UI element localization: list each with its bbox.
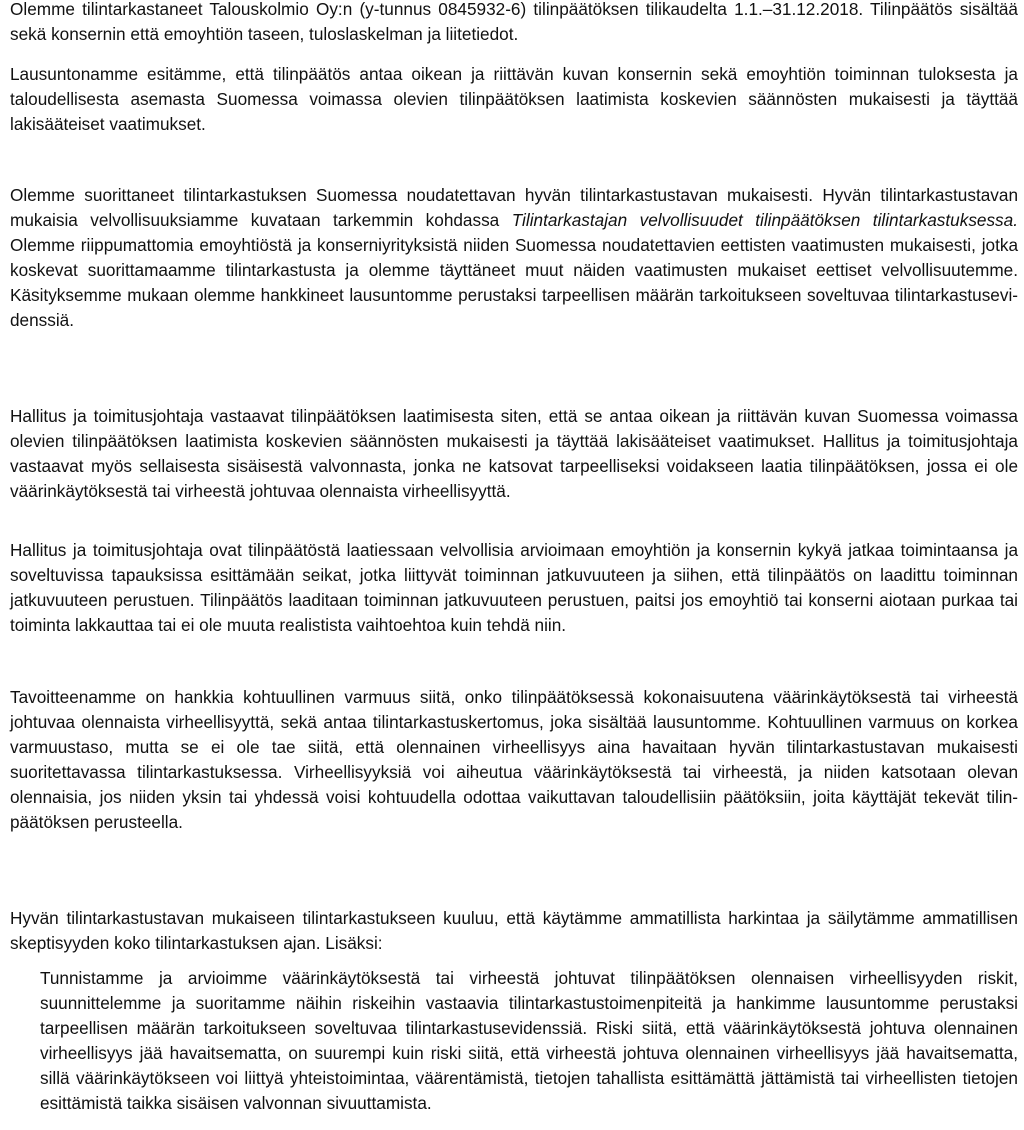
- paragraph-risk-identification: Tunnistamme ja arvioimme väärinkäytöksestä tai virheestä johtuvat tilinpäätöksen olennaisen virheellisyyden riskit, suunnittelemme ja suoritamme näihin riskeihin vastaavia tilintarkastustoimenpiteitä ja hankimme lausuntomme perustaksi tarpeellisen määrän tarkoitukseen soveltuvaa tilintarkastusevidenssiä. Riski siitä, että väärinkäytöksestä johtuva olennainen virheellisyys jää havaitsematta, on suurempi kuin riski siitä, että virheestä johtuva olennainen virheellisyys jää havaitsematta, sillä väärinkäytökseen voi liittyä yhteistoimintaa, väärentämistä, tietojen tahallista esittämättä jättämistä tai virheellisten tietojen esittämistä taikka sisäisen valvonnan sivuuttamista.: [40, 968, 1018, 1113]
- paragraph-basis-for-opinion: [10, 183, 1018, 333]
- paragraph-management-responsibility: Hallitus ja toimitusjohtaja vastaavat tilinpäätöksen laatimisesta siten, että se antaa oikean ja riittävän kuvan Suomessa voimassa olevien tilinpäätöksen laatimista koskevien säännösten mukaisesti ja täyttää lakisääteiset vaatimukset. Hallitus ja toimitusjohtaja vastaavat myös sellaisesta sisäisestä valvonnasta, jonka ne katsovat tarpeelliseksi voidakseen laatia tilinpäätöksen, jossa ei ole väärinkäytöksestä tai virheestä johtuvaa olennaista virheellisyyttä.: [10, 406, 1018, 501]
- paragraph-going-concern: Hallitus ja toimitusjohtaja ovat tilinpäätöstä laatiessaan velvollisia arvioimaan emoyhtiön ja konsernin kykyä jatkaa toimintaansa ja soveltuvissa tapauksissa esittämään seikat, jotka liittyvät toiminnan jatkuvuuteen ja siihen, että tilinpäätös on laadittu toiminnan jatkuvuuteen perustuen. Tilinpäätös laaditaan toiminnan jatkuvuuteen perustuen, paitsi jos emoyhtiö tai konserni aiotaan purkaa tai toiminta lakkauttaa tai ei ole muuta realistista vaihtoehtoa kuin tehdä niin.: [10, 540, 1018, 635]
- basis-text-end: Olemme riippumattomia emoyhtiöstä ja konserniyrityksistä niiden Suomessa noudatettavien eettisten vaatimusten mukaisesti, jotka koskevat suorittamaamme tilintarkastusta ja olemme täyttäneet muut näiden vaatimusten mukaiset eettiset velvollisuutemme. Käsityksemme mukaan olemme hankkineet lausuntomme perustaksi tarpeellisen määrän tarkoitukseen soveltuvaa tilintarkastusevidenssiä.: [10, 235, 1018, 330]
- basis-text-start: Olemme suorittaneet tilintarkastuksen Suomessa noudatettavan hyvän tilintarkastustavan mukaisesti. Hyvän tilintarkastustavan mukaisia velvollisuuksiamme kuvataan tarkemmin kohdassa: [10, 185, 1018, 230]
- paragraph-audit-scope: Olemme tilintarkastaneet Talouskolmio Oy:n (y-tunnus 0845932-6) tilinpäätöksen tilikaudelta 1.1.–31.12.2018. Tilinpäätös sisältää sekä konsernin että emoyhtiön taseen, tuloslaskelman ja liitetiedot.: [10, 0, 1018, 44]
- paragraph-professional-judgement: Hyvän tilintarkastustavan mukaiseen tilintarkastukseen kuuluu, että käytämme ammatillista harkintaa ja säilytämme ammatillisen skeptisyyden koko tilintarkastuksen ajan. Lisäksi:: [10, 908, 1018, 953]
- paragraph-auditor-objectives: Tavoitteenamme on hankkia kohtuullinen varmuus siitä, onko tilinpäätöksessä kokonaisuutena väärinkäytöksestä tai virheestä johtuvaa olennaista virheellisyyttä, sekä antaa tilintarkastuskertomus, joka sisältää lausuntomme. Kohtuullinen varmuus on korkea varmuustaso, mutta se ei ole tae siitä, että olennainen virheellisyys aina havaitaan hyvän tilintarkastustavan mukaisesti suoritettavassa tilintarkastuksessa. Virheellisyyksiä voi aiheutua väärinkäytöksestä tai virheestä, ja niiden katsotaan olevan olennaisia, jos niiden yksin tai yhdessä voisi kohtuudella odottaa vaikuttavan taloudellisiin päätöksiin, joita käyttäjät tekevät tilinpäätöksen perusteella.: [10, 687, 1018, 832]
- paragraph-opinion: Lausuntonamme esitämme, että tilinpäätös antaa oikean ja riittävän kuvan konsernin sekä emoyhtiön toiminnan tuloksesta ja taloudellisesta asemasta Suomessa voimassa olevien tilinpäätöksen laatimista koskevien säännösten mukaisesti ja täyttää lakisääteiset vaatimukset.: [10, 64, 1018, 134]
- basis-text-italic-reference: Tilintarkastajan velvollisuudet tilinpäätöksen tilintarkastuksessa.: [511, 210, 1018, 230]
